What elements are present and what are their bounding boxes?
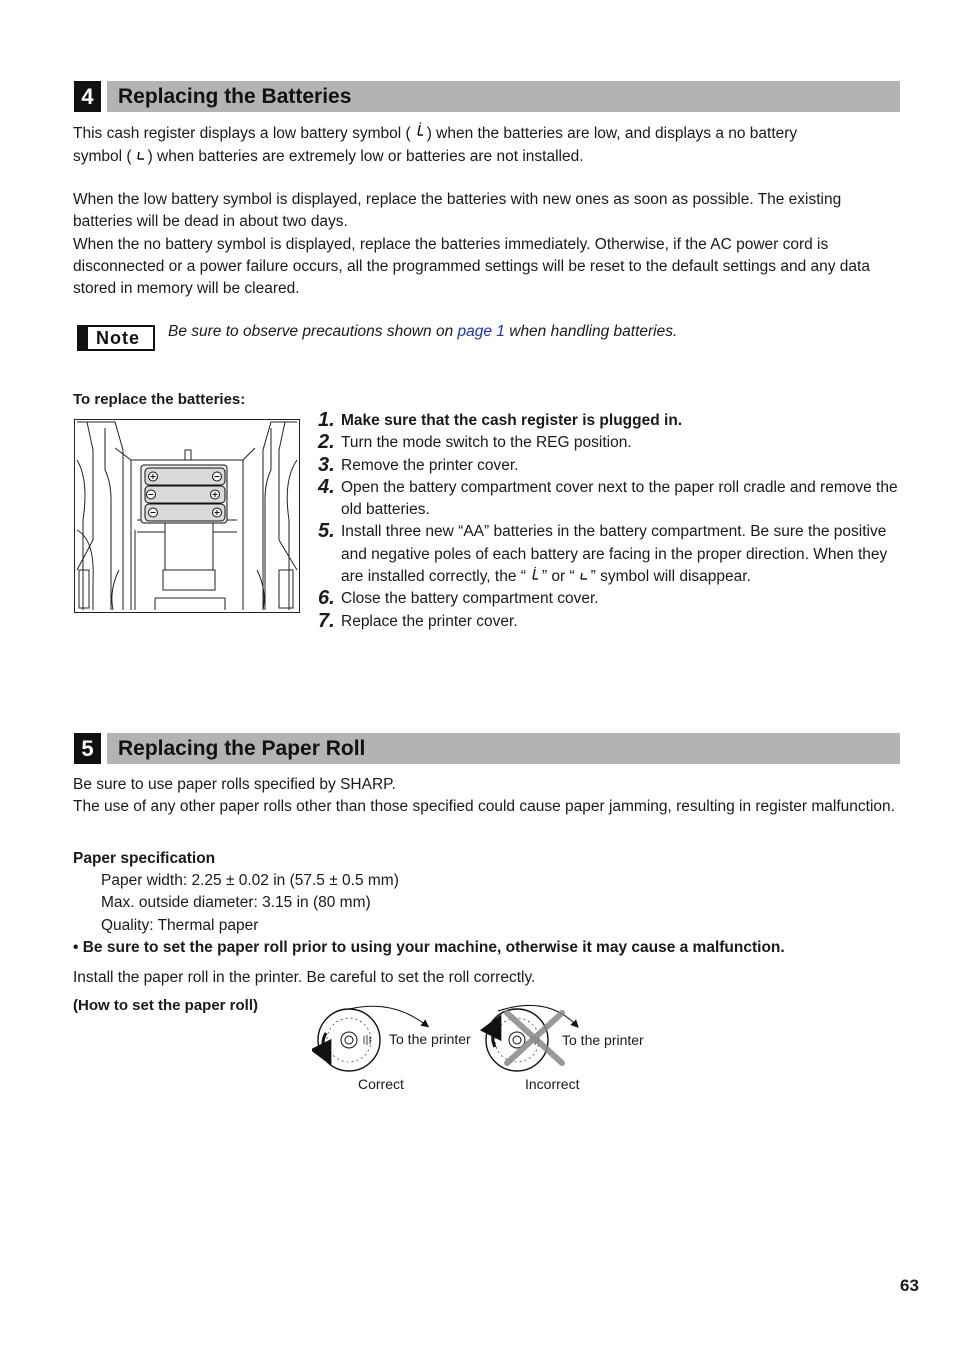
intro-text-2b: ) when batteries are extremely low or batteries are not installed.: [147, 148, 584, 166]
install-instruction: Install the paper roll in the printer. Be careful to set the roll correctly.: [73, 969, 536, 986]
paper-roll-warning: • Be sure to set the paper roll prior to using your machine, otherwise it may cause a malfunction.: [73, 939, 785, 956]
low-battery-symbol-icon: [526, 566, 542, 588]
note-text-after: when handling batteries.: [504, 323, 678, 340]
paper-spec-width: Paper width: 2.25 ± 0.02 in (57.5 ± 0.5 mm): [101, 872, 399, 889]
step-number: 5.: [318, 520, 335, 543]
how-to-set-heading: (How to set the paper roll): [73, 997, 259, 1014]
section-4-number: 4: [74, 81, 101, 112]
step-4: [318, 477, 898, 522]
to-printer-label-incorrect: To the printer: [562, 1032, 644, 1048]
section-5-number: 5: [74, 733, 101, 764]
section-4-header: [74, 81, 900, 112]
section-5-title: Replacing the Paper Roll: [118, 737, 366, 760]
paper-spec-diameter: Max. outside diameter: 3.15 in (80 mm): [101, 894, 371, 911]
step-number: 6.: [318, 587, 335, 610]
step-text-b: ” or “: [541, 568, 575, 586]
step-number: 2.: [318, 431, 335, 454]
no-battery-symbol-icon: [575, 566, 591, 588]
note-text: [168, 323, 677, 341]
battery-para-2: [73, 189, 903, 300]
step-6: [318, 588, 898, 610]
step-number: 7.: [318, 609, 335, 632]
procedure-heading: To replace the batteries:: [73, 391, 246, 408]
no-battery-symbol-icon: [132, 145, 148, 168]
incorrect-cross-icon: [507, 1013, 562, 1063]
battery-intro: [73, 122, 903, 169]
paper-roll-line-2: The use of any other paper rolls other than those specified could cause paper jamming, resulting in register malfunction.: [73, 798, 895, 816]
page-1-link[interactable]: page 1: [457, 323, 505, 340]
step-5: [318, 521, 898, 588]
step-7: [318, 611, 898, 633]
intro-text-2a: symbol (: [73, 148, 132, 166]
incorrect-label: Incorrect: [525, 1076, 580, 1092]
section-5-header: [74, 733, 900, 764]
section-4-title: Replacing the Batteries: [118, 85, 352, 108]
step-2: [318, 432, 898, 454]
note-badge: [77, 325, 155, 351]
step-text: Open the battery compartment cover next to the paper roll cradle and remove the old batteries.: [341, 478, 898, 519]
step-number: 4.: [318, 475, 335, 498]
note-tab-marker: [79, 327, 88, 349]
step-1: [318, 410, 898, 432]
note-text-before: Be sure to observe precautions shown on: [168, 323, 458, 340]
paper-spec-heading: Paper specification: [73, 850, 216, 867]
low-battery-instruction: When the low battery symbol is displayed, replace the batteries with new ones as soon as possible. The existing batteries will be dead in about two days.: [73, 191, 842, 231]
intro-text-1a: This cash register displays a low battery symbol (: [73, 125, 411, 142]
step-text: Make sure that the cash register is plugged in.: [341, 412, 683, 429]
paper-roll-line-1: Be sure to use paper rolls specified by SHARP.: [73, 776, 396, 793]
step-number: 1.: [318, 409, 335, 431]
battery-compartment-illustration: [75, 420, 299, 612]
step-number: 3.: [318, 453, 335, 476]
paper-spec-quality: Quality: Thermal paper: [101, 917, 259, 934]
correct-label: Correct: [358, 1076, 404, 1092]
paper-roll-intro: [73, 774, 903, 819]
step-3: [318, 455, 898, 477]
battery-steps-list: [318, 410, 898, 633]
step-text: Remove the printer cover.: [341, 456, 519, 474]
step-text: Close the battery compartment cover.: [341, 590, 599, 608]
step-text-c: ” symbol will disappear.: [590, 568, 751, 586]
to-printer-label-correct: To the printer: [389, 1031, 471, 1047]
step-text: Turn the mode switch to the REG position.: [341, 434, 632, 452]
intro-text-1b: ) when the batteries are low, and displays a no battery: [426, 125, 798, 142]
page-number: 63: [900, 1276, 919, 1295]
battery-compartment-figure: [74, 419, 300, 613]
step-text: Replace the printer cover.: [341, 612, 518, 630]
low-battery-symbol-icon: [411, 122, 427, 145]
step-text-a: Install three new “AA” batteries in the battery compartment. Be sure the positive and negative poles of each battery are facing in the proper direction. When they are installed correctly, the “: [341, 523, 888, 586]
note-label: Note: [96, 328, 140, 348]
no-battery-instruction: When the no battery symbol is displayed, replace the batteries immediately. Otherwise, if the AC power cord is disconnected or a power failure occurs, all the programmed settings will be reset to the default settings and any data stored in memory will be cleared.: [73, 235, 870, 298]
